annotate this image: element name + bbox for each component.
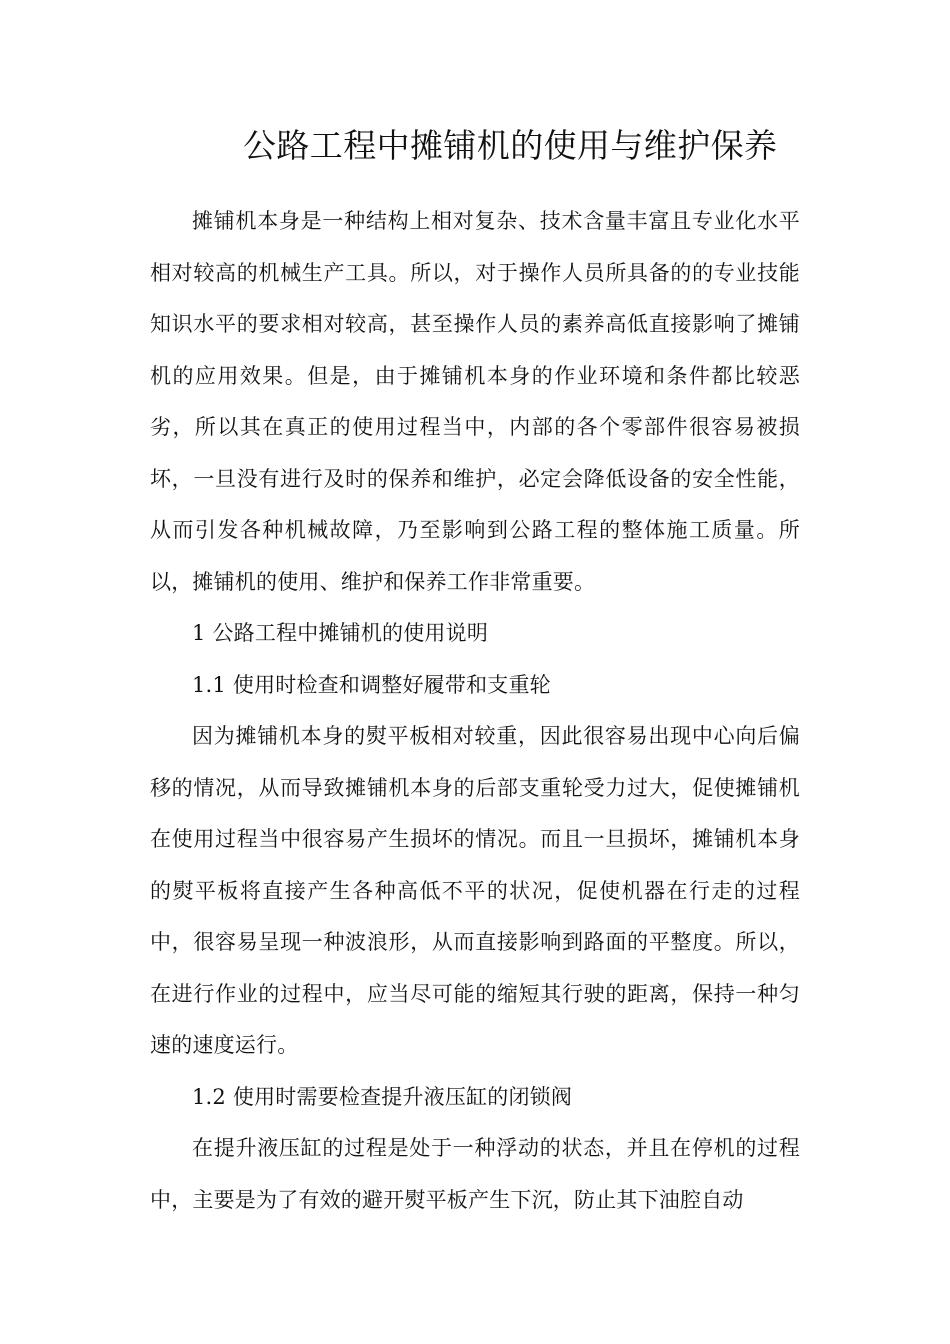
subsection-heading-1-1: 1.1 使用时检查和调整好履带和支重轮	[192, 672, 551, 697]
document-title: 公路工程中摊铺机的使用与维护保养	[243, 126, 778, 165]
paragraph-1-1: 因为摊铺机本身的熨平板相对较重，因此很容易出现中心向后偏移的情况，从而导致摊铺机本身的后部支重轮受力过大，促使摊铺机在使用过程当中很容易产生损坏的情况。而且一旦损坏，摊铺机本身的熨平板将直接产生各种高低不平的状况，促使机器在行走的过程中，很容易呈现一种波浪形，从而直接影响到路面的平整度。所以，在进行作业的过程中，应当尽可能的缩短其行驶的距离，保持一种匀速的速度运行。	[150, 724, 800, 1057]
document-body	[150, 196, 800, 1226]
subsection-heading-1-2: 1.2 使用时需要检查提升液压缸的闭锁阀	[192, 1084, 573, 1109]
paragraph-1-2: 在提升液压缸的过程是处于一种浮动的状态，并且在停机的过程中，主要是为了有效的避开熨平板产生下沉，防止其下油腔自动	[150, 1136, 800, 1212]
paragraph-intro: 摊铺机本身是一种结构上相对复杂、技术含量丰富且专业化水平相对较高的机械生产工具。所以，对于操作人员所具备的的专业技能知识水平的要求相对较高，甚至操作人员的素养高低直接影响了摊铺机的应用效果。但是，由于摊铺机本身的作业环境和条件都比较恶劣，所以其在真正的使用过程当中，内部的各个零部件很容易被损坏，一旦没有进行及时的保养和维护，必定会降低设备的安全性能，从而引发各种机械故障，乃至影响到公路工程的整体施工质量。所以，摊铺机的使用、维护和保养工作非常重要。	[150, 209, 800, 594]
section-heading-1: 1 公路工程中摊铺机的使用说明	[192, 621, 489, 645]
